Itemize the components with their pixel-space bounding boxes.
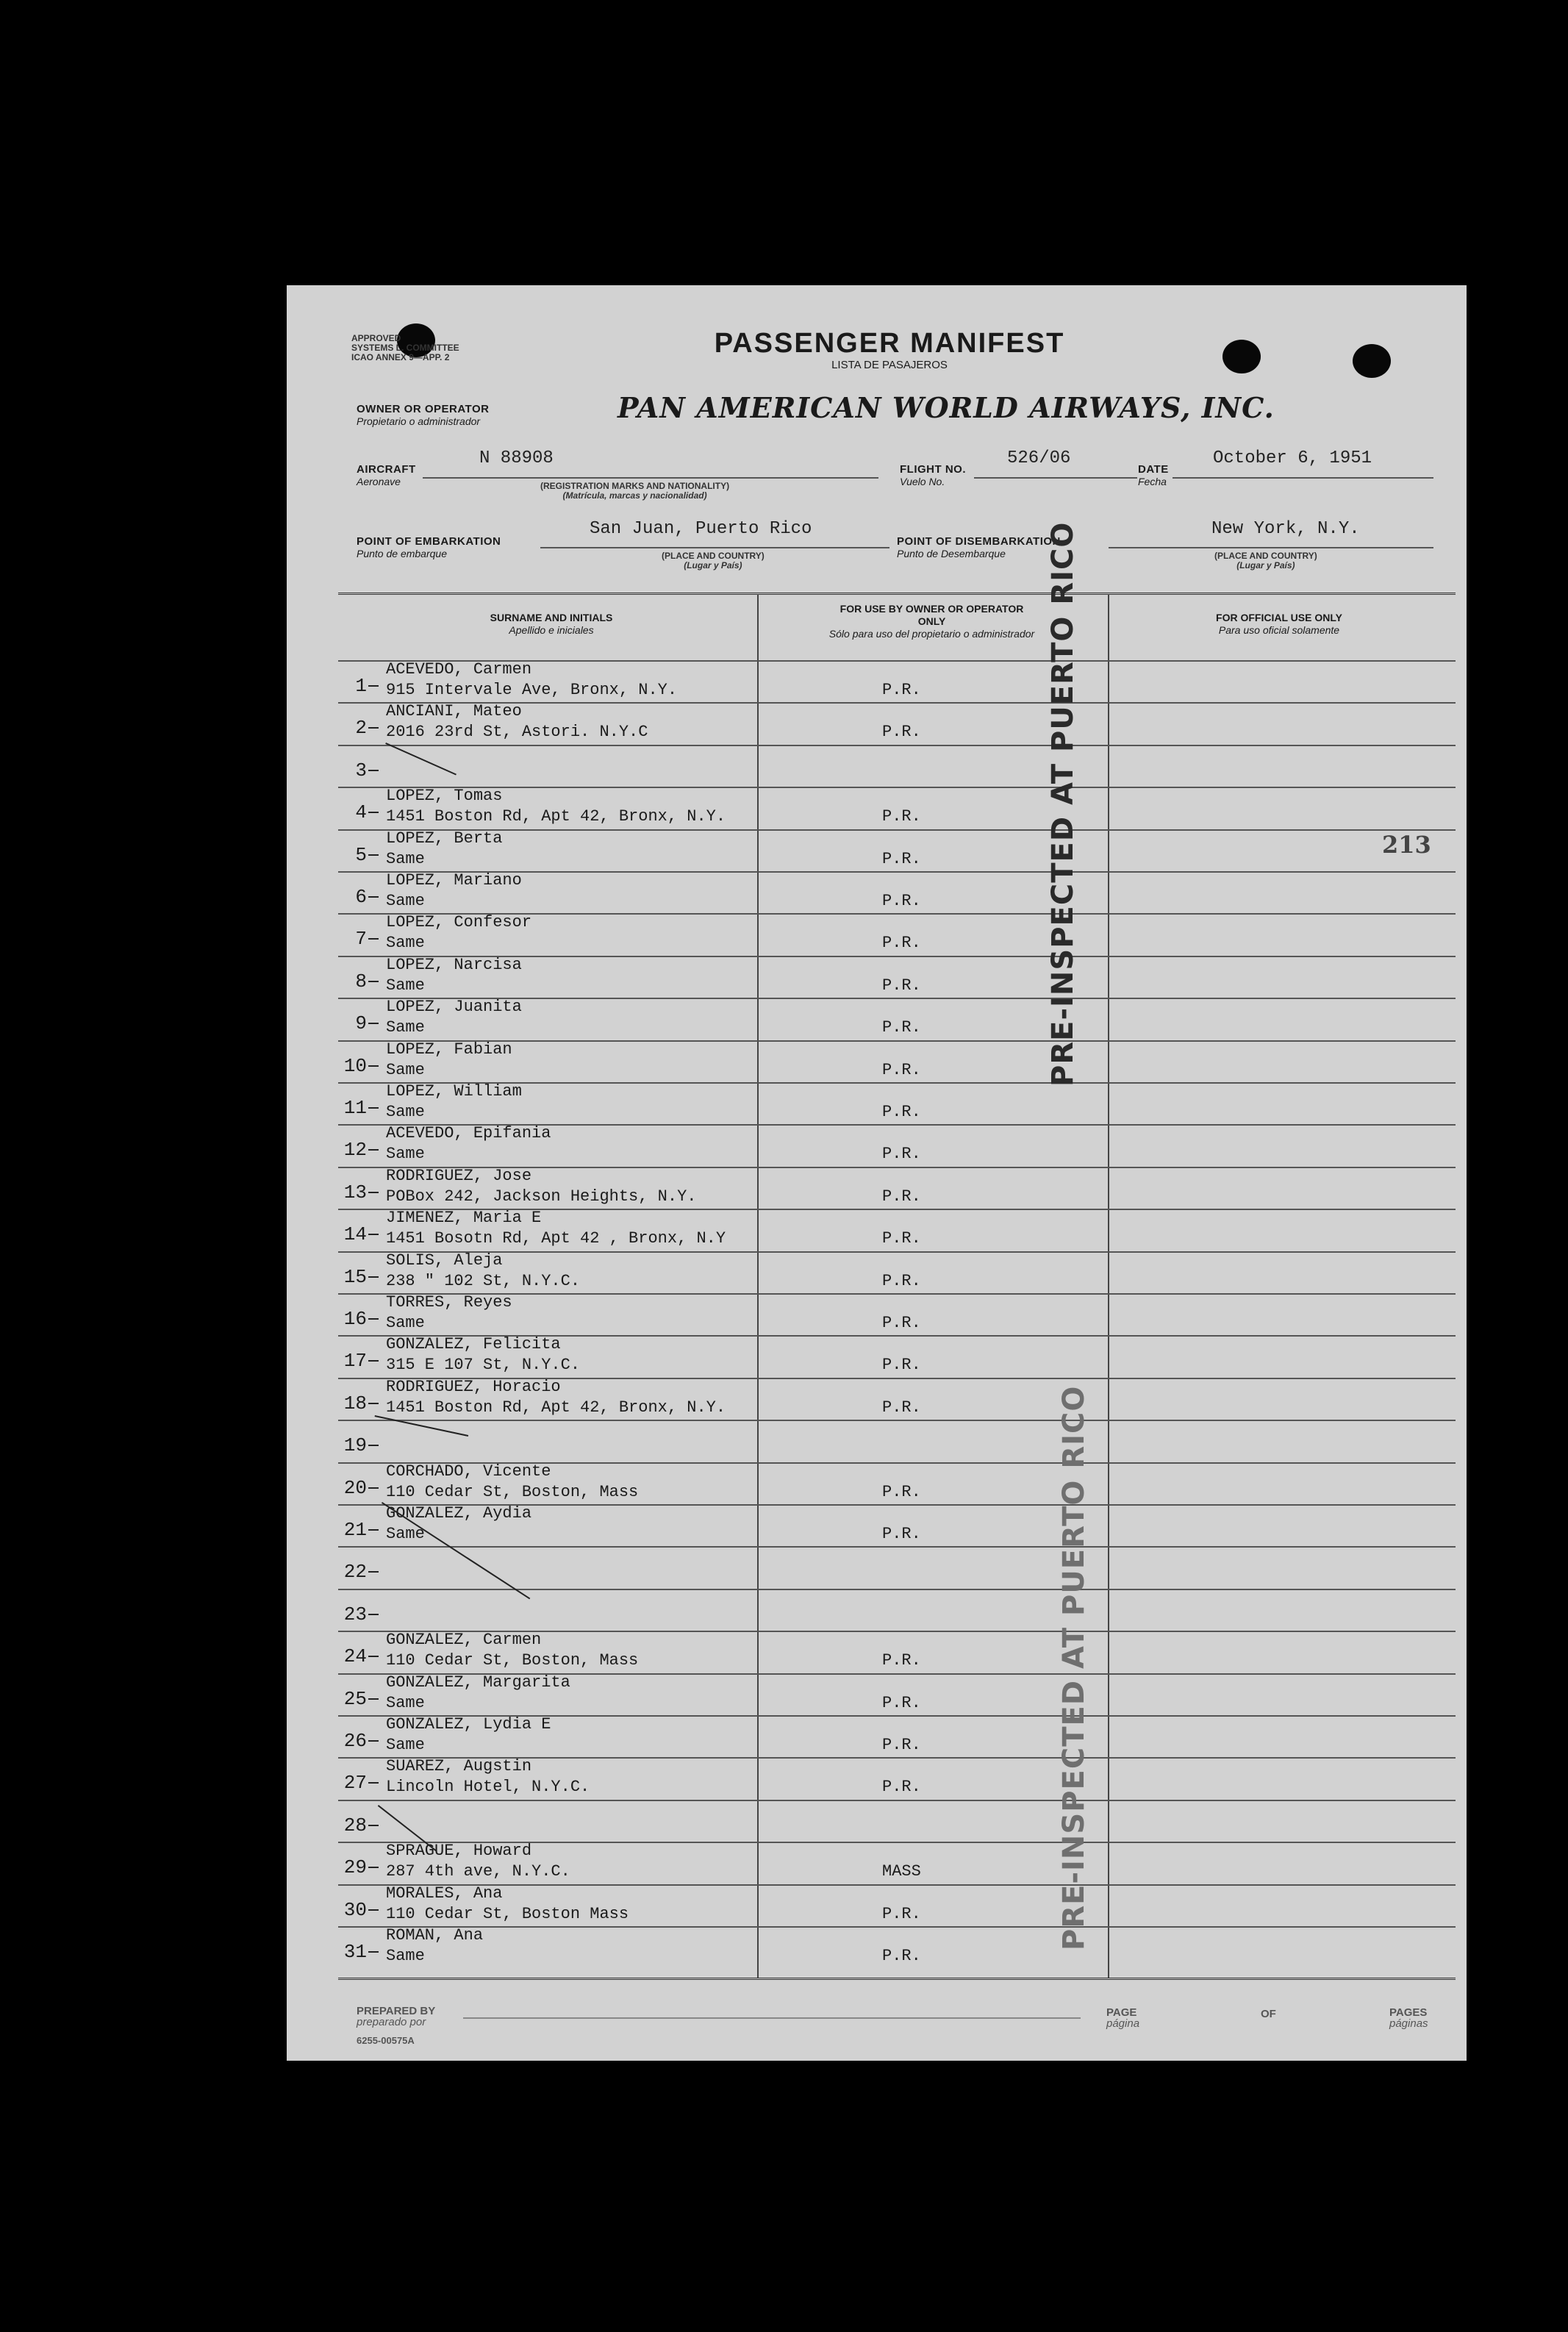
punch-hole (1353, 344, 1391, 378)
column-header-surname-en: SURNAME AND INITIALS (490, 612, 613, 623)
embark-field (357, 535, 501, 559)
passenger-name: GONZALEZ, Margarita (386, 1673, 570, 1692)
row-rule (338, 787, 1456, 788)
passenger-address: 315 E 107 St, N.Y.C. (386, 1356, 581, 1374)
table-row (334, 1168, 1456, 1210)
flight-label: FLIGHT NO. (900, 463, 966, 476)
passenger-name: SUAREZ, Augstin (386, 1757, 532, 1775)
column-header-operator-es: Sólo para uso del propietario o administrador (828, 628, 1035, 640)
row-rule (338, 1378, 1456, 1379)
row-rule (338, 1589, 1456, 1590)
disembark-field (897, 535, 1061, 559)
row-number-dash (368, 727, 379, 729)
flight-label-es: Vuelo No. (900, 476, 945, 487)
passenger-address: 110 Cedar St, Boston Mass (386, 1905, 629, 1923)
table-row (334, 1126, 1456, 1167)
row-rule (338, 1251, 1456, 1253)
row-number-dash (368, 1698, 379, 1700)
pages-label-es: páginas (1389, 2017, 1428, 2030)
passenger-address: Same (386, 1145, 425, 1163)
aircraft-value: N 88908 (479, 448, 554, 468)
table-row (334, 1548, 1456, 1589)
passenger-address: Same (386, 1314, 425, 1332)
row-number-dash (368, 1065, 379, 1067)
passenger-name: ACEVEDO, Epifania (386, 1124, 551, 1142)
row-rule (338, 1884, 1456, 1886)
table-row (334, 1717, 1456, 1759)
row-number-dash (368, 1529, 379, 1531)
row-number-dash (368, 1107, 379, 1109)
embark-sub-es: (Lugar y País) (684, 560, 742, 571)
column-header-official-es: Para uso oficial solamente (1218, 624, 1340, 636)
table-row (334, 1295, 1456, 1337)
passenger-address: 110 Cedar St, Boston, Mass (386, 1651, 639, 1670)
prepared-by-rule (463, 2017, 1081, 2019)
embark-label: POINT OF EMBARKATION (357, 535, 501, 548)
operator-use-value: P.R. (882, 1778, 921, 1796)
passenger-name: ROMAN, Ana (386, 1926, 484, 1945)
operator-use-value: P.R. (882, 1398, 921, 1417)
row-rule (338, 956, 1456, 957)
row-rule (338, 745, 1456, 746)
row-number-dash (368, 1192, 379, 1193)
embark-sub-en: (PLACE AND COUNTRY) (662, 551, 765, 561)
passenger-name: LOPEZ, Tomas (386, 787, 503, 805)
table-row (334, 1084, 1456, 1126)
punch-hole (1222, 340, 1261, 373)
operator-use-value: P.R. (882, 1651, 921, 1670)
form-subtitle: LISTA DE PASAJEROS (831, 359, 948, 371)
row-number-dash (368, 1740, 379, 1742)
table-row (334, 704, 1456, 745)
column-header-official-en: FOR OFFICIAL USE ONLY (1216, 612, 1342, 623)
operator-name: PAN AMERICAN WORLD AIRWAYS, INC. (617, 391, 1275, 424)
passenger-address: Same (386, 892, 425, 910)
page-field (1106, 2007, 1139, 2029)
disembark-sub (1214, 551, 1317, 571)
row-rule (338, 1082, 1456, 1084)
passenger-address: 1451 Boston Rd, Apt 42, Bronx, N.Y. (386, 1398, 726, 1417)
row-rule (338, 1462, 1456, 1464)
row-number-dash (368, 1825, 379, 1826)
operator-use-value: P.R. (882, 1694, 921, 1712)
operator-use-value: P.R. (882, 681, 921, 699)
row-number: 24 (343, 1645, 367, 1667)
owner-label: OWNER OR OPERATOR (357, 403, 490, 415)
passenger-name: JIMENEZ, Maria E (386, 1209, 542, 1227)
operator-use-value: P.R. (882, 1525, 921, 1543)
operator-use-value: P.R. (882, 892, 921, 910)
embark-value: San Juan, Puerto Rico (590, 519, 812, 539)
row-number: 1 (355, 675, 367, 697)
passenger-address: Same (386, 850, 425, 868)
table-row (334, 1886, 1456, 1928)
passenger-address: 238 " 102 St, N.Y.C. (386, 1272, 581, 1290)
row-number: 22 (343, 1561, 367, 1583)
table-row (334, 1421, 1456, 1463)
row-number: 16 (343, 1308, 367, 1330)
operator-use-value: P.R. (882, 934, 921, 952)
passenger-name: LOPEZ, Juanita (386, 998, 522, 1016)
owner-label-es: Propietario o administrador (357, 415, 481, 427)
row-rule (338, 1926, 1456, 1928)
aircraft-label-es: Aeronave (357, 476, 401, 487)
passenger-address: Same (386, 1018, 425, 1037)
row-rule (338, 1673, 1456, 1675)
aircraft-sub (540, 482, 729, 501)
table-row (334, 1042, 1456, 1084)
table-row (334, 1632, 1456, 1674)
passenger-name: GONZALEZ, Carmen (386, 1631, 542, 1649)
official-use-value: 213 (1382, 831, 1431, 859)
aircraft-sub-en: (REGISTRATION MARKS AND NATIONALITY) (540, 481, 730, 491)
operator-use-value: P.R. (882, 1018, 921, 1037)
row-rule (338, 1842, 1456, 1843)
column-header-surname (419, 612, 684, 637)
table-row (334, 1801, 1456, 1843)
passenger-name: GONZALEZ, Aydia (386, 1504, 532, 1523)
table-row (334, 873, 1456, 915)
row-number: 19 (343, 1434, 367, 1456)
row-number: 10 (343, 1055, 367, 1077)
operator-use-value: P.R. (882, 850, 921, 868)
row-number: 31 (343, 1941, 367, 1963)
row-number-dash (368, 854, 379, 856)
row-number-dash (368, 1951, 379, 1953)
row-number-dash (368, 1909, 379, 1911)
row-number-dash (368, 1782, 379, 1784)
passenger-address: Same (386, 1525, 425, 1543)
column-header-surname-es: Apellido e iniciales (509, 624, 594, 636)
date-label: DATE (1138, 463, 1169, 476)
operator-use-value: P.R. (882, 1905, 921, 1923)
passenger-address: POBox 242, Jackson Heights, N.Y. (386, 1187, 697, 1206)
passenger-address: Same (386, 1103, 425, 1121)
passenger-address: 287 4th ave, N.Y.C. (386, 1862, 570, 1881)
row-number: 25 (343, 1688, 367, 1710)
disembark-rule (1109, 547, 1433, 548)
row-number-dash (368, 1571, 379, 1573)
row-number: 4 (355, 801, 367, 823)
row-number: 2 (355, 717, 367, 739)
table-top-rule (338, 593, 1456, 595)
pages-field (1389, 2007, 1428, 2029)
row-number: 11 (343, 1097, 367, 1119)
row-number-dash (368, 1149, 379, 1151)
approval-note (351, 334, 459, 362)
passenger-address: Same (386, 1736, 425, 1754)
row-number-dash (368, 981, 379, 982)
operator-use-value: P.R. (882, 1229, 921, 1248)
row-rule (338, 1124, 1456, 1126)
table-row (334, 788, 1456, 830)
operator-use-value: P.R. (882, 1103, 921, 1121)
disembark-label-es: Punto de Desembarque (897, 548, 1006, 559)
table-row (334, 1759, 1456, 1800)
owner-label-block (357, 403, 489, 427)
approval-line: SYSTEMS L. COMMITTEE (351, 343, 459, 353)
passenger-name: MORALES, Ana (386, 1884, 503, 1903)
passenger-address: 110 Cedar St, Boston, Mass (386, 1483, 639, 1501)
row-number-dash (368, 1276, 379, 1278)
operator-use-value: P.R. (882, 1736, 921, 1754)
passenger-name: SOLIS, Aleja (386, 1251, 503, 1270)
row-number-dash (368, 1656, 379, 1657)
row-number: 13 (343, 1181, 367, 1203)
passenger-name: LOPEZ, Narcisa (386, 956, 522, 974)
row-number: 27 (343, 1772, 367, 1794)
row-number: 21 (343, 1519, 367, 1541)
row-rule (338, 1631, 1456, 1632)
row-number: 12 (343, 1139, 367, 1161)
passenger-name: SPRAGUE, Howard (386, 1842, 532, 1860)
row-number: 7 (355, 928, 367, 950)
approval-line: ICAO ANNEX 9—APP. 2 (351, 352, 450, 362)
row-number-dash (368, 1403, 379, 1404)
prepared-by-label-es: preparado por (357, 2016, 426, 2028)
row-rule (338, 1420, 1456, 1421)
row-number: 29 (343, 1856, 367, 1878)
row-rule (338, 1167, 1456, 1168)
row-number-dash (368, 1318, 379, 1320)
column-header-official (1147, 612, 1411, 637)
disembark-label: POINT OF DISEMBARKATION (897, 535, 1061, 548)
row-rule (338, 913, 1456, 915)
table-row (334, 1675, 1456, 1717)
row-number: 26 (343, 1730, 367, 1752)
embark-label-es: Punto de embarque (357, 548, 447, 559)
table-bottom-rule (338, 1978, 1456, 1980)
passenger-address: 915 Intervale Ave, Bronx, N.Y. (386, 681, 678, 699)
operator-use-value: P.R. (882, 1356, 921, 1374)
operator-use-value: P.R. (882, 1314, 921, 1332)
row-number: 6 (355, 886, 367, 908)
table-row (334, 746, 1456, 788)
row-number: 18 (343, 1392, 367, 1414)
prepared-by-label: PREPARED BY (357, 2005, 436, 2017)
operator-use-value: P.R. (882, 1483, 921, 1501)
pre-inspected-stamp: PRE-INSPECTED AT PUERTO RICO (1057, 1385, 1091, 1950)
operator-use-value: P.R. (882, 1187, 921, 1206)
row-rule (338, 1546, 1456, 1548)
passenger-name: LOPEZ, Berta (386, 829, 503, 848)
flight-value: 526/06 (1007, 448, 1071, 468)
row-number: 20 (343, 1477, 367, 1499)
date-label-es: Fecha (1138, 476, 1167, 487)
passenger-address: 2016 23rd St, Astori. N.Y.C (386, 723, 648, 741)
row-number: 28 (343, 1814, 367, 1836)
date-rule (1173, 477, 1433, 479)
operator-use-value: P.R. (882, 723, 921, 741)
passenger-address: Same (386, 1061, 425, 1079)
table-row (334, 1379, 1456, 1421)
row-rule (338, 871, 1456, 873)
passenger-address: Same (386, 1694, 425, 1712)
row-number-dash (368, 1867, 379, 1868)
of-label: OF (1261, 2008, 1276, 2020)
flight-field (900, 463, 966, 487)
date-value: October 6, 1951 (1213, 448, 1372, 468)
passenger-address: Lincoln Hotel, N.Y.C. (386, 1778, 590, 1796)
aircraft-label: AIRCRAFT (357, 463, 416, 476)
row-rule (338, 702, 1456, 704)
aircraft-rule (423, 477, 878, 479)
passenger-name: LOPEZ, Confesor (386, 913, 532, 931)
table-row (334, 831, 1456, 873)
row-number: 23 (343, 1603, 367, 1625)
table-row (334, 1843, 1456, 1885)
aircraft-sub-es: (Matrícula, marcas y nacionalidad) (562, 490, 707, 501)
row-number-dash (368, 685, 379, 687)
embark-sub (662, 551, 765, 571)
manifest-page (287, 285, 1467, 2061)
column-header-operator (827, 603, 1037, 640)
row-number-dash (368, 1023, 379, 1024)
row-number: 14 (343, 1223, 367, 1245)
table-row (334, 1506, 1456, 1548)
operator-use-value: P.R. (882, 1145, 921, 1163)
passenger-address: Same (386, 934, 425, 952)
passenger-name: ANCIANI, Mateo (386, 702, 522, 720)
row-number: 3 (355, 759, 367, 781)
page-label-es: página (1106, 2017, 1140, 2030)
passenger-name: GONZALEZ, Lydia E (386, 1715, 551, 1734)
row-rule (338, 1504, 1456, 1506)
operator-use-value: MASS (882, 1862, 921, 1881)
page-label: PAGE (1106, 2006, 1137, 2019)
passenger-address: 1451 Boston Rd, Apt 42, Bronx, N.Y. (386, 807, 726, 826)
table-row (334, 999, 1456, 1041)
row-number-dash (368, 1614, 379, 1615)
row-number-dash (368, 1360, 379, 1362)
row-rule (338, 1293, 1456, 1295)
row-rule (338, 660, 1456, 662)
table-row (334, 1210, 1456, 1252)
row-rule (338, 1800, 1456, 1801)
flight-rule (974, 477, 1137, 479)
row-number-dash (368, 770, 379, 771)
operator-use-value: P.R. (882, 1272, 921, 1290)
row-number: 9 (355, 1012, 367, 1034)
row-number: 30 (343, 1899, 367, 1921)
passenger-address: Same (386, 976, 425, 995)
row-rule (338, 829, 1456, 831)
passenger-name: RODRIGUEZ, Jose (386, 1167, 532, 1185)
operator-use-value: P.R. (882, 1061, 921, 1079)
row-number: 5 (355, 844, 367, 866)
row-rule (338, 1335, 1456, 1337)
table-row (334, 915, 1456, 956)
row-number-dash (368, 938, 379, 940)
table-row (334, 662, 1456, 704)
table-row (334, 1337, 1456, 1378)
table-row (334, 1253, 1456, 1295)
disembark-sub-en: (PLACE AND COUNTRY) (1214, 551, 1317, 561)
row-number-dash (368, 812, 379, 813)
passenger-address: Same (386, 1947, 425, 1965)
pages-label: PAGES (1389, 2006, 1428, 2019)
approval-line: APPROVED (351, 333, 401, 343)
row-number: 15 (343, 1266, 367, 1288)
row-number-dash (368, 1445, 379, 1446)
passenger-name: LOPEZ, Mariano (386, 871, 522, 890)
row-number-dash (368, 1487, 379, 1489)
passenger-name: GONZALEZ, Felicita (386, 1335, 561, 1353)
date-field (1138, 463, 1169, 487)
operator-use-value: P.R. (882, 976, 921, 995)
operator-use-value: P.R. (882, 1947, 921, 1965)
aircraft-field (357, 463, 416, 487)
row-rule (338, 1757, 1456, 1759)
row-rule (338, 1040, 1456, 1042)
row-number: 17 (343, 1350, 367, 1372)
operator-use-value: P.R. (882, 807, 921, 826)
row-number-dash (368, 1234, 379, 1235)
table-row (334, 1590, 1456, 1632)
passenger-name: CORCHADO, Vicente (386, 1462, 551, 1481)
form-number: 6255-00575A (357, 2035, 415, 2046)
prepared-by (357, 2006, 435, 2028)
form-title: PASSENGER MANIFEST (714, 328, 1065, 359)
passenger-name: LOPEZ, William (386, 1082, 522, 1101)
disembark-value: New York, N.Y. (1211, 519, 1360, 539)
table-row (334, 1464, 1456, 1506)
table-row (334, 957, 1456, 999)
passenger-name: TORRES, Reyes (386, 1293, 512, 1312)
table-row (334, 1928, 1456, 1970)
row-rule (338, 1715, 1456, 1717)
passenger-address: 1451 Bosotn Rd, Apt 42 , Bronx, N.Y (386, 1229, 726, 1248)
disembark-sub-es: (Lugar y País) (1236, 560, 1295, 571)
embark-rule (540, 547, 889, 548)
row-number-dash (368, 896, 379, 898)
row-rule (338, 1209, 1456, 1210)
column-header-operator-en: FOR USE BY OWNER OR OPERATOR ONLY (840, 603, 1024, 627)
row-rule (338, 998, 1456, 999)
passenger-name: RODRIGUEZ, Horacio (386, 1378, 561, 1396)
pre-inspected-stamp: PRE-INSPECTED AT PUERTO RICO (1046, 521, 1080, 1087)
passenger-name: ACEVEDO, Carmen (386, 660, 532, 679)
passenger-name: LOPEZ, Fabian (386, 1040, 512, 1059)
row-number: 8 (355, 970, 367, 992)
